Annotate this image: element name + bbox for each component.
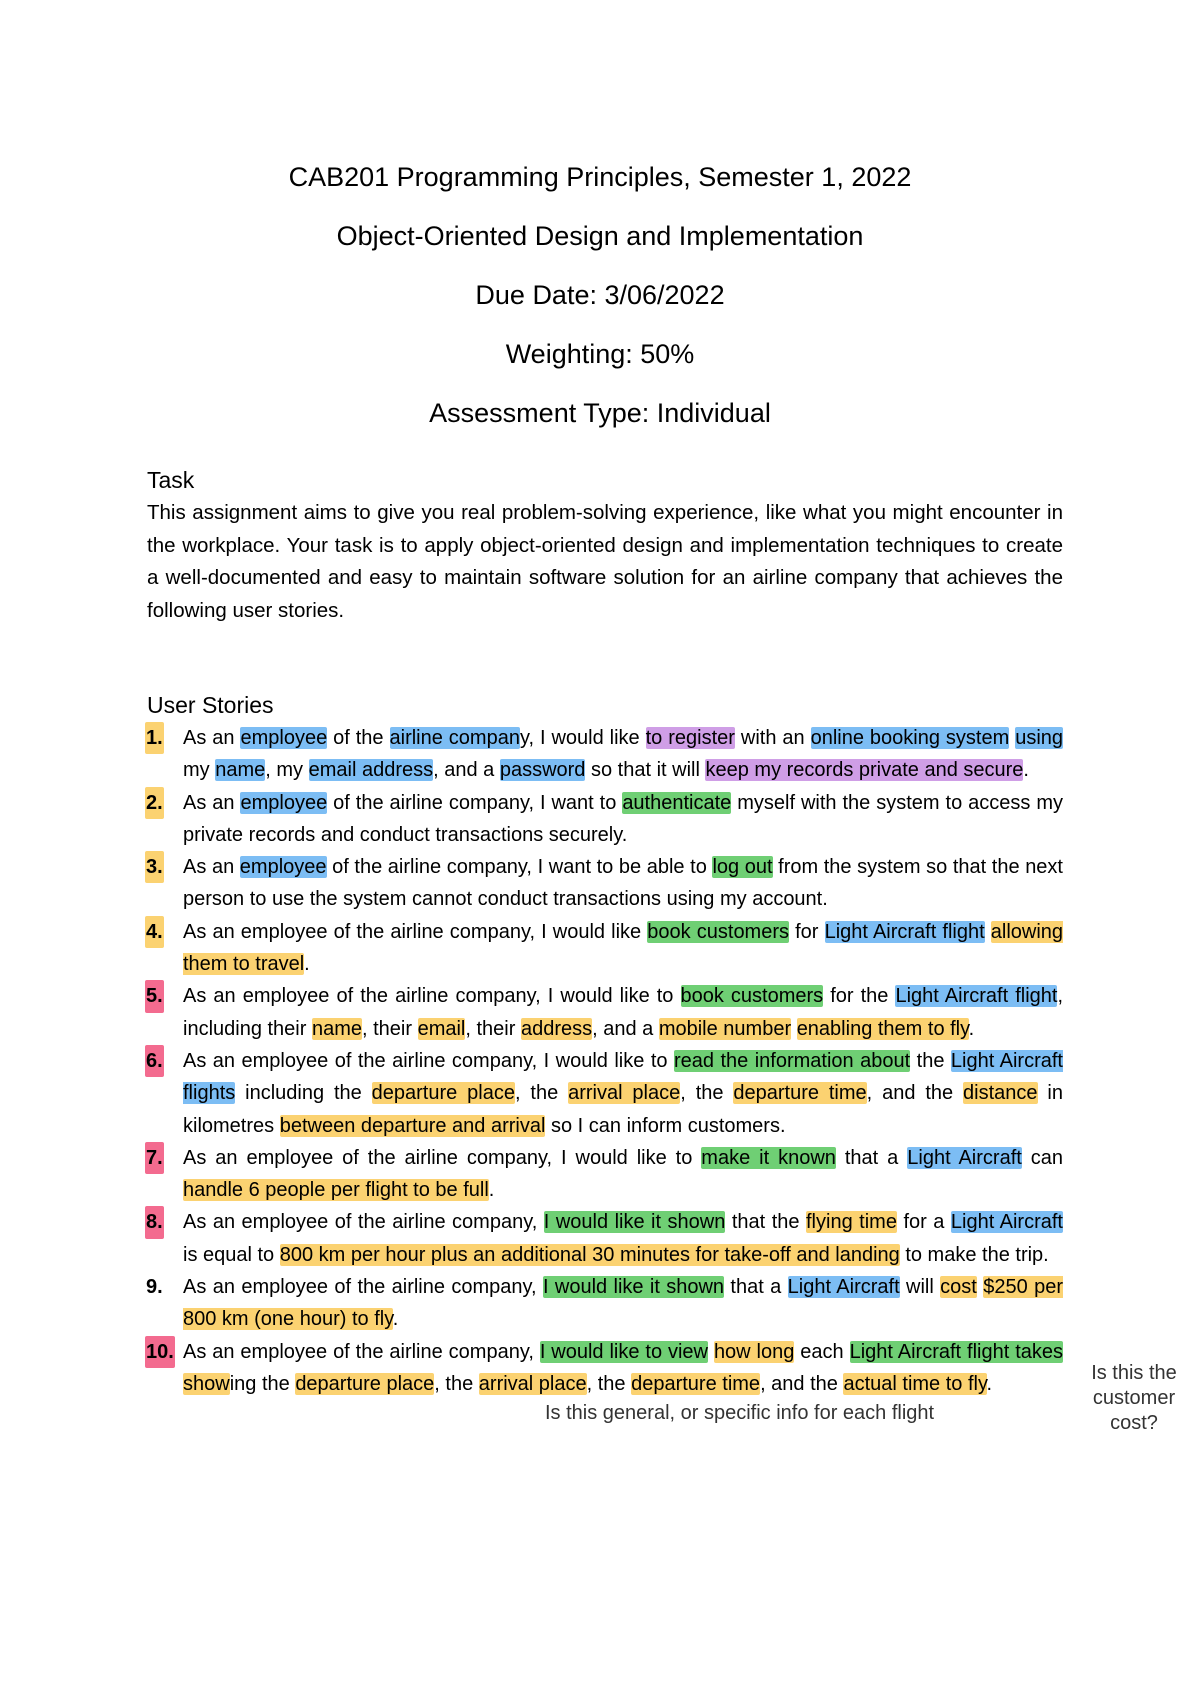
story-text: As an [183,727,241,749]
story-text: y, I would like [519,727,646,749]
story-number: 3. [145,851,164,883]
story-text: As an employee of the airline company, I would like [183,920,648,943]
story-text: , the [680,1082,734,1105]
user-stories-list [147,722,1063,1400]
highlight-blue: using [1015,727,1064,749]
story-text: As an employee of the airline company, I would like to [183,985,681,1008]
story-text: , the [514,1082,569,1105]
highlight-green: read the information about [673,1049,911,1072]
highlight-orange: mobile number [658,1017,792,1040]
highlight-orange: 800 km per hour plus an additional 30 minutes for take-off and landing [279,1243,900,1266]
story-text: each [794,1340,850,1363]
story-number: 10. [145,1336,175,1368]
highlight-blue: employee [240,727,328,749]
highlight-orange: allowing them to travel [183,920,1064,976]
story-text: with an [734,727,811,749]
weighting: Weighting: 50% [505,339,695,369]
user-story-1 [147,722,1063,787]
highlight-orange: arrival place [478,1372,587,1395]
story-text: for the [823,985,896,1008]
story-text: , their [465,1017,521,1040]
highlight-orange: departure place [295,1372,435,1395]
story-text [985,921,991,943]
highlight-blue: email address [308,759,434,782]
story-text: , and a [433,759,500,782]
assignment-title: Object-Oriented Design and Implementation [336,221,864,251]
assessment-type: Assessment Type: Individual [429,398,771,428]
story-text: that a [724,1276,788,1299]
highlight-orange: between departure and arrival [279,1114,546,1137]
story-text: ing the [229,1372,296,1395]
highlight-blue: Light Aircraft flight [895,985,1058,1008]
story-text: , including their [183,985,1064,1040]
story-text: , their [362,1017,418,1040]
highlight-orange: departure time [631,1372,761,1395]
story-text: for a [896,1211,951,1234]
due-date: Due Date: 3/06/2022 [475,280,725,310]
story-number: 5. [145,980,164,1012]
story-text: . [968,1017,975,1040]
highlight-orange: cost [940,1276,977,1299]
task-heading: Task [147,467,195,493]
story-text: for [789,920,825,943]
highlight-orange: address [520,1017,593,1040]
story-number: 7. [145,1142,164,1174]
user-story-6 [147,1045,1063,1142]
highlight-orange: arrival place [568,1082,681,1105]
story-text: . [488,1179,495,1202]
user-story-9 [147,1271,1063,1336]
story-text: . [986,1372,993,1395]
story-number: 1. [145,722,164,754]
story-text: As an employee of the airline company, I would like to [183,1049,674,1072]
highlight-orange: handle 6 people per flight to be full [183,1179,489,1202]
story-text: , the [434,1372,479,1395]
highlight-orange: actual time to fly [843,1372,987,1395]
user-story-5 [147,980,1063,1045]
highlight-blue: employee [240,791,328,814]
story-text: myself with the system to access my private records and conduct transactions securely. [183,791,1063,846]
highlight-blue: password [499,759,586,782]
highlight-blue: airline compan [389,727,520,749]
story-text: the [910,1049,951,1072]
story-text: my [183,759,216,782]
story-text: . [1023,759,1029,782]
highlight-green: I would like it shown [543,1211,726,1234]
highlight-orange: distance [963,1082,1038,1105]
highlight-blue: employee [239,856,327,879]
story-number: 2. [145,787,164,819]
highlight-orange: email [417,1017,466,1040]
story-text: , and a [592,1017,659,1040]
story-text: As an [183,856,240,879]
story-number: 8. [145,1206,164,1238]
highlight-green: authenticate [622,791,732,814]
user-story-8 [147,1206,1063,1271]
story-text: As an [183,791,241,814]
story-text: so that it will [585,759,706,782]
story-text: of the airline company, I want to be able to [326,856,713,879]
highlight-green: I would like to view [539,1340,709,1363]
story-number: 6. [145,1045,164,1077]
story-text: is equal to [183,1243,280,1266]
user-story-7 [147,1142,1063,1207]
highlight-blue: Light Aircraft flights [183,1049,1063,1105]
user-story-4 [147,916,1063,981]
course-title: CAB201 Programming Principles, Semester 1, 2022 [288,162,912,192]
story-text: from the system so that the next person to use the system cannot conduct transactions using my account. [183,856,1063,911]
story-text: As an employee of the airline company, [183,1276,543,1299]
highlight-blue: name [215,759,266,782]
comment-general-or-specific: Is this general, or specific info for each flight [545,1402,935,1424]
highlight-green: book customers [680,985,824,1008]
story-text: of the [327,727,390,749]
document-header [0,148,1200,443]
highlight-orange: departure place [371,1082,515,1105]
highlight-green: log out [712,856,773,879]
highlight-orange: departure time [733,1082,867,1105]
highlight-orange: $250 per 800 km (one hour) to fly [183,1276,1063,1331]
story-text: will [899,1276,941,1299]
highlight-purple: keep my records private and secure [705,759,1024,782]
highlight-green: Light Aircraft flight takes [849,1340,1063,1363]
user-stories-heading: User Stories [147,692,274,718]
story-number: 4. [145,916,164,948]
story-text: As an employee of the airline company, [183,1340,540,1363]
highlight-orange: show [183,1372,230,1395]
story-number: 9. [146,1276,163,1299]
user-story-3 [147,851,1063,916]
story-text: . [392,1308,399,1331]
highlight-green: I would like it shown [542,1276,725,1299]
story-text: that the [725,1211,806,1234]
story-text: so I can inform customers. [545,1114,786,1137]
highlight-orange: flying time [806,1211,897,1234]
highlight-blue: Light Aircraft flight [824,920,985,943]
story-text: , and the [866,1082,964,1105]
comment-customer-cost: Is this the customer cost? [1091,1362,1177,1434]
highlight-blue: online booking system [810,727,1010,749]
story-text: As an employee of the airline company, I would like to [183,1146,702,1169]
task-body: This assignment aims to give you real problem-solving experience, like what you might encounter in the workplace. Your task is to apply object-oriented design and implementation techniques to create a well-documented and easy to maintain software solution for an airline company that achieves the following user stories. [147,501,1063,622]
highlight-blue: Light Aircraft [950,1211,1063,1234]
highlight-orange: how long [713,1340,795,1363]
story-text: , the [586,1372,632,1395]
highlight-purple: to register [645,727,735,749]
story-text: including the [235,1082,372,1105]
story-text: to make the trip. [899,1243,1049,1266]
story-text: in kilometres [183,1082,1063,1137]
highlight-blue: Light Aircraft [787,1276,900,1299]
user-story-10 [147,1336,1063,1401]
story-text: , my [265,759,309,782]
highlight-green: make it known [701,1146,836,1169]
story-text: . [304,953,310,976]
story-text: As an employee of the airline company, [183,1211,544,1234]
highlight-orange: enabling them to fly [796,1017,969,1040]
highlight-orange: name [311,1017,362,1040]
story-text: that a [835,1146,908,1169]
story-text: of the airline company, I want to [327,791,623,814]
user-story-2 [147,787,1063,852]
highlight-blue: Light Aircraft [907,1146,1022,1169]
story-text: can [1021,1146,1064,1169]
story-text: , and the [760,1372,844,1395]
highlight-green: book customers [647,920,790,943]
story-text [791,1018,797,1040]
